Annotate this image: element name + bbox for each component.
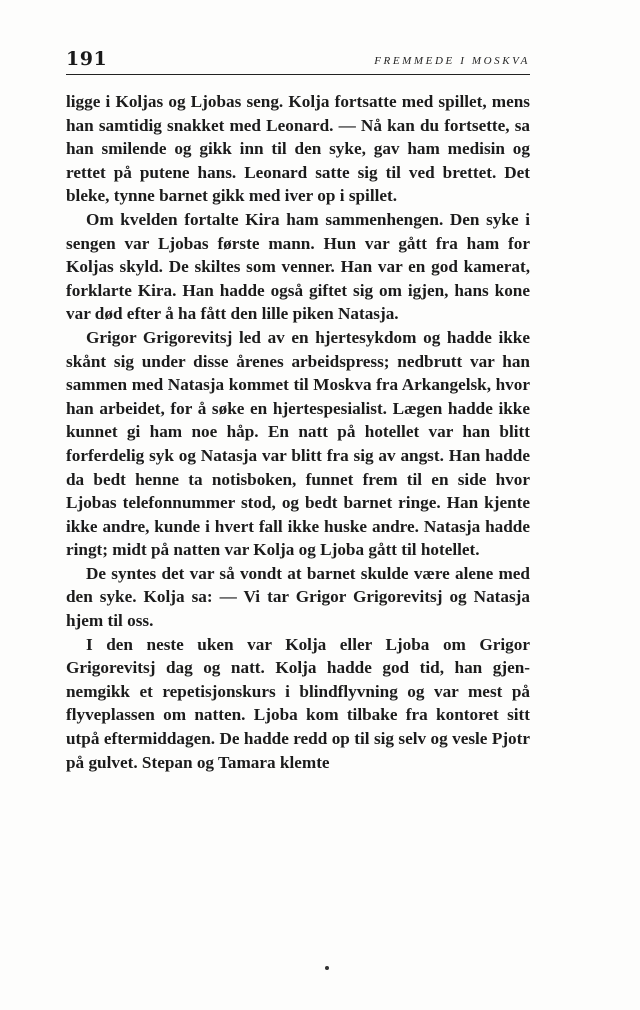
paragraph: Om kvelden fortalte Kira ham sammenhengen. Den syke i sengen var Ljobas første mann. Hun var gått fra ham for Koljas skyld. De skiltes som venner. Han var en god kamerat, forklarte Kira. Han hadde også giftet sig om igjen, hans kone var død efter å ha fått den lille piken Natasja.: [66, 209, 530, 324]
body-text: [66, 90, 530, 774]
paragraph: De syntes det var så vondt at barnet skulde være alene med den syke. Kolja sa: — Vi tar Grigor Grigorevitsj og Natasja hjem til oss.: [66, 563, 530, 631]
paragraph: ligge i Koljas og Ljobas seng. Kolja fortsatte med spillet, mens han samtidig snakket med Leonard. — Nå kan du fortsette, sa han smilende og gikk inn til den syke, gav ham medisin og rettet på putene hans. Leonard satte sig til ved brettet. Det bleke, tynne barnet gikk med iver op i spillet.: [66, 92, 530, 206]
print-speck: [325, 966, 329, 970]
page-number: 191: [66, 48, 108, 70]
paragraph: I den neste uken var Kolja eller Ljoba om Grigor Grigorevitsj dag og natt. Kolja hadde god tid, han gjennemgikk et repetisjonskurs i blindflyvning og var mest på flyveplassen om natten. Ljoba kom tilbake fra kontoret sitt utpå eftermiddagen. De hadde redd op til sig selv og vesle Pjotr på gulvet. Stepan og Tamara klemte: [66, 634, 530, 772]
paragraph: Grigor Grigorevitsj led av en hjertesykdom og hadde ikke skånt sig under disse årenes arbeidspress; nedbrutt var han sammen med Natasja kommet til Moskva fra Arkangelsk, hvor han arbeidet, for å søke en hjertespesialist. Lægen hadde ikke kunnet gi ham noe håp. En natt på hotellet var han blitt forferdelig syk og Natasja var blitt fra sig av angst. Han hadde da bedt henne ta notisboken, funnet frem til en side hvor Ljobas telefonnummer stod, og bedt barnet ringe. Han kjente ikke andre, kunde i hvert fall ikke huske andre. Natasja hadde ringt; midt på natten var Kolja og Ljoba gått til hotellet.: [66, 327, 530, 560]
page-header: [66, 48, 530, 75]
running-title: FREMMEDE I MOSKVA: [374, 55, 530, 67]
